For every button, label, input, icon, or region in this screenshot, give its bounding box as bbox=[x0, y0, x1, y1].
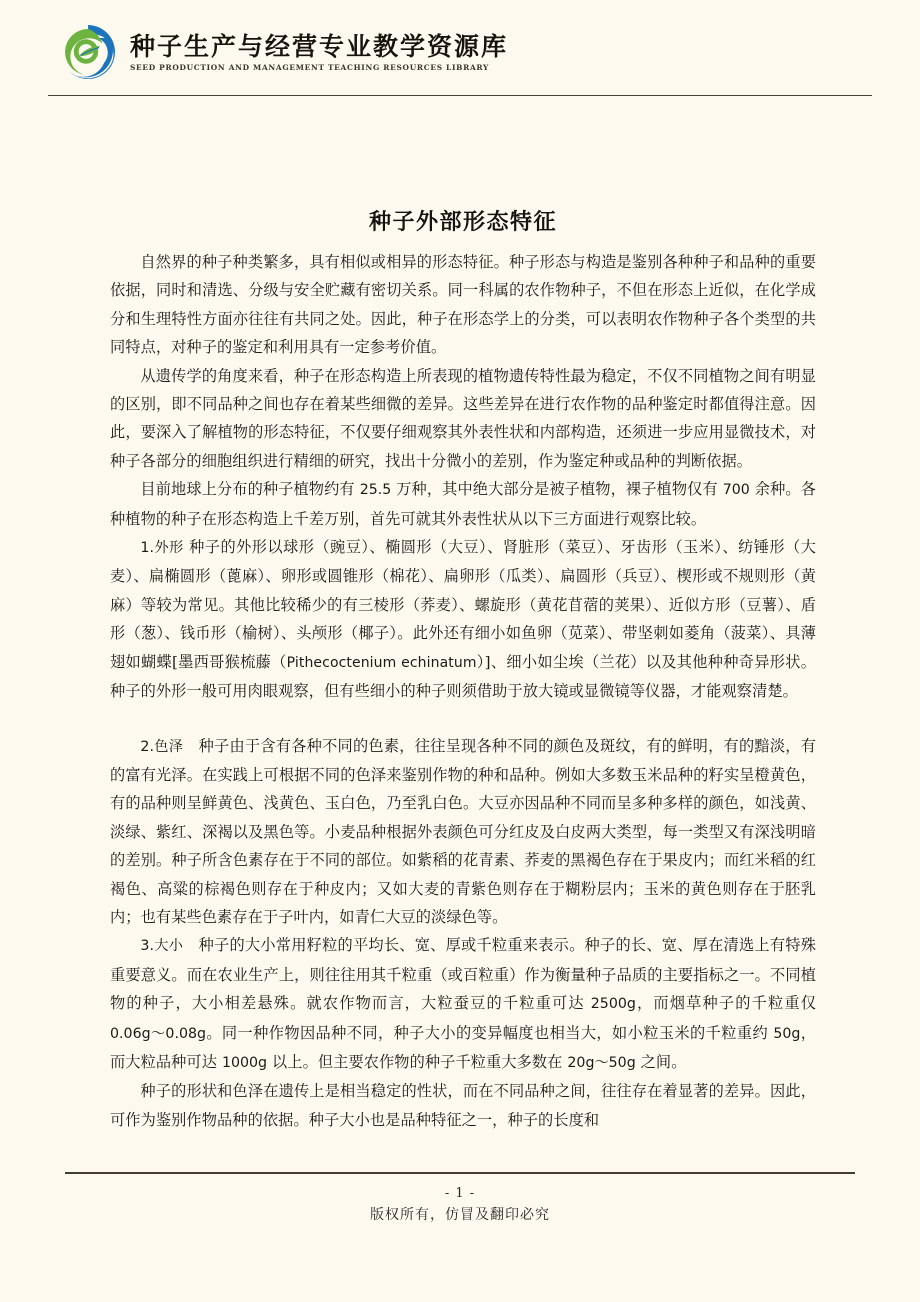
distribution-text-before: 目前地球上分布的种子植物约有 bbox=[140, 480, 360, 499]
brand-title-cn: 种子生产与经营专业教学资源库 bbox=[130, 31, 509, 61]
page-footer bbox=[0, 1184, 920, 1226]
shape-text-b: ）]、细小如尘埃（兰花）以及其他种种奇异形状。种子的外形一般可用肉眼观察，但有些细小的种子则须借助于放大镜或显微镜等仪器，才能观察清楚。 bbox=[110, 652, 816, 701]
size-text-e: 以上。但主要农作物的种子千粒重大多数在 bbox=[267, 1052, 568, 1071]
paragraph-heredity: 种子的形状和色泽在遗传上是相当稳定的性状，而在不同品种之间，往往存在着显著的差异。因此，可作为鉴别作物品种的依据。种子大小也是品种特征之一，种子的长度和 bbox=[110, 1082, 816, 1129]
size-text-f: 之间。 bbox=[635, 1052, 687, 1071]
large-maize-thousand-grain-weight: 1000g bbox=[221, 1054, 268, 1071]
size-text-a: 种子的大小常用籽粒的平均长、宽、厚或千粒重来表示。种子的长、宽、厚在清选上有特殊重要意义。而在农业生产上，则往往用其千粒重（或百粒重）作为衡量种子品质的主要指标之一。不同植物的种子，大小相差悬殊。就农作物而言，大粒蚕豆的千粒重可达 bbox=[110, 936, 816, 1013]
paragraph-intro: 自然界的种子种类繁多，具有相似或相异的形态特征。种子形态与构造是鉴别各种种子和品种的重要依据，同时和清选、分级与安全贮藏有密切关系。同一科属的农作物种子，不但在形态上近似，在化学成分和生理特性方面亦往往有共同之处。因此，种子在形态学上的分类，可以表明农作物种子各个类型的共同特点，对种子的鉴定和利用具有一定参考价值。 bbox=[110, 253, 816, 357]
seed-plant-species-count: 25.5 bbox=[359, 482, 392, 499]
page-title: 种子外部形态特征 bbox=[368, 209, 557, 235]
shape-text-a: 种子的外形以球形（豌豆）、椭圆形（大豆）、肾脏形（菜豆）、牙齿形（玉米）、纺锤形（大麦）、扁椭圆形（蓖麻）、卵形或圆锥形（棉花）、扁卵形（瓜类）、扁圆形（兵豆）、楔形或不规则形（黄麻）等较为常见。其他比较稀少的有三棱形（荞麦）、螺旋形（黄花苜蓿的荚果）、近似方形（豆薯）、盾形（葱）、钱币形（榆树）、头颅形（椰子）。此外还有细小如鱼卵（苋菜）、带坚刺如菱角（菠菜）、具薄翅如蝴蝶[墨西哥猴梳藤（ bbox=[110, 538, 817, 671]
small-maize-thousand-grain-weight: 50g bbox=[773, 1025, 801, 1042]
brand-text-block bbox=[130, 33, 508, 72]
broadbean-thousand-grain-weight: 2500g bbox=[590, 996, 636, 1013]
header-divider bbox=[48, 95, 872, 96]
brand-block bbox=[58, 22, 508, 82]
size-text-b: ，而烟草种子的千粒重仅 bbox=[635, 994, 816, 1013]
size-text-c: 。同一种作物因品种不同，种子大小的变异幅度也相当大，如小粒玉米的千粒重约 bbox=[206, 1023, 774, 1042]
brand-subtitle-en: SEED PRODUCTION AND MANAGEMENT TEACHING RESOURCES LIBRARY bbox=[130, 62, 490, 72]
copyright-notice: 版权所有，仿冒及翻印必究 bbox=[370, 1207, 550, 1223]
paragraph-color bbox=[110, 732, 816, 932]
distribution-text-mid: 万种，其中绝大部分是被子植物，裸子植物仅有 bbox=[391, 480, 723, 499]
document-body bbox=[110, 205, 816, 1134]
latin-species-name: Pithecoctenium echinatum bbox=[286, 654, 477, 671]
paragraph-distribution bbox=[110, 475, 816, 533]
distribution-text-after: 余种。各种植物的种子在形态构造上千差万别，首先可就其外表性状从以下三方面进行观察比较。 bbox=[110, 480, 816, 528]
paragraph-size bbox=[110, 931, 816, 1077]
section-label-size: 3.大小 bbox=[140, 938, 184, 955]
gymnosperm-species-count: 700 bbox=[722, 482, 750, 499]
section-label-color: 2.色泽 bbox=[140, 738, 184, 755]
tobacco-thousand-grain-weight: 0.06g～0.08g bbox=[110, 1025, 207, 1042]
section-label-shape: 1.外形 bbox=[140, 540, 184, 557]
color-text: 种子由于含有各种不同的色素，往往呈现各种不同的颜色及斑纹，有的鲜明，有的黯淡，有的富有光泽。在实践上可根据不同的色泽来鉴别作物的种和品种。例如大多数玉米品种的籽实呈橙黄色，有的品种则呈鲜黄色、浅黄色、玉白色，乃至乳白色。大豆亦因品种不同而呈多种多样的颜色，如浅黄、淡绿、紫红、深褐以及黑色等。小麦品种根据外表颜色可分红皮及白皮两大类型，每一类型又有深浅明暗的差别。种子所含色素存在于不同的部位。如紫稻的花青素、荞麦的黑褐色存在于果皮内；而红米稻的红褐色、高粱的棕褐色则存在于种皮内；又如大麦的青紫色则存在于糊粉层内；玉米的黄色则存在于胚乳内；也有某些色素存在于子叶内，如青仁大豆的淡绿色等。 bbox=[110, 736, 816, 926]
seed-swirl-leaf-logo-icon bbox=[58, 22, 118, 82]
paragraph-shape bbox=[110, 533, 816, 705]
size-text-d: ，而大粒品种可达 bbox=[110, 1023, 816, 1071]
footer-divider bbox=[65, 1172, 855, 1174]
page-header bbox=[0, 0, 920, 100]
main-crops-thousand-grain-weight-range: 20g～50g bbox=[567, 1054, 636, 1071]
page-number: - 1 - bbox=[444, 1186, 476, 1201]
paragraph-genetics: 从遗传学的角度来看，种子在形态构造上所表现的植物遗传特性最为稳定，不仅不同植物之间有明显的区别，即不同品种之间也存在着某些细微的差异。这些差异在进行农作物的品种鉴定时都值得注意。因此，要深入了解植物的形态特征，不仅要仔细观察其外表性状和内部构造，还须进一步应用显微技术，对种子各部分的细胞组织进行精细的研究，找出十分微小的差别，作为鉴定种或品种的判断依据。 bbox=[110, 366, 816, 470]
